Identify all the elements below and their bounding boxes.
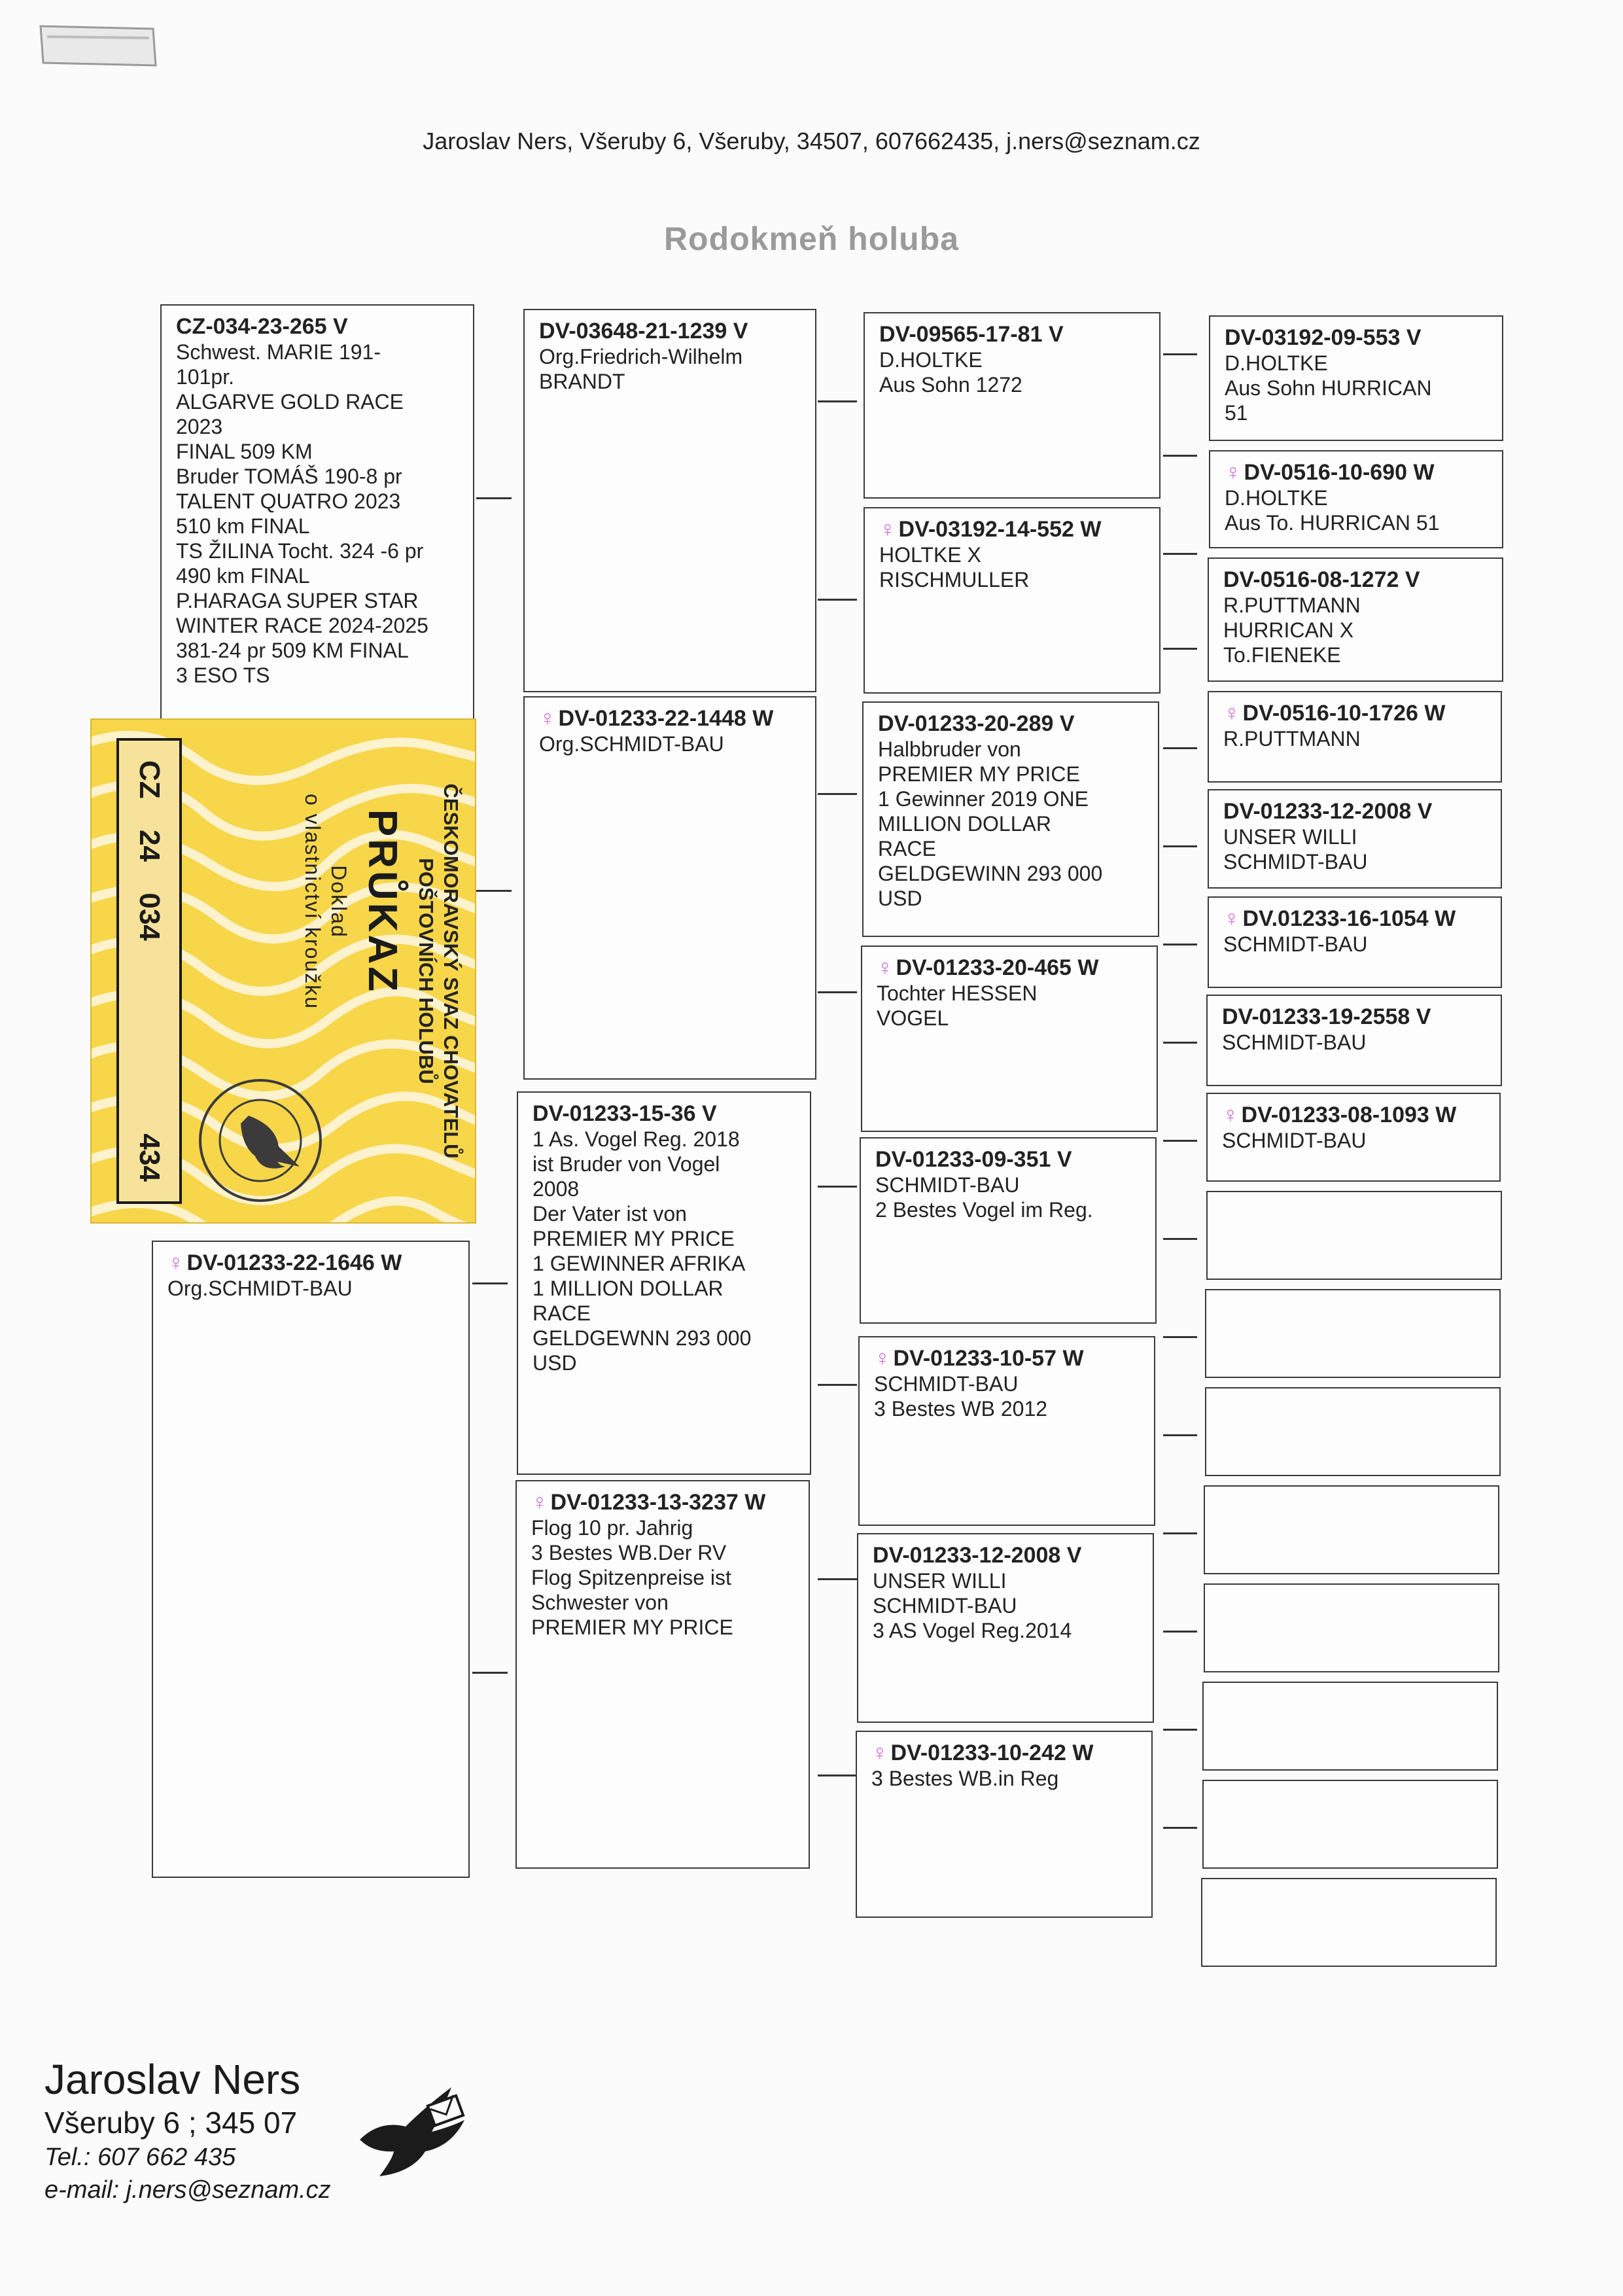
connector-line <box>818 991 857 993</box>
pedigree-note-line: PREMIER MY PRICE <box>532 1227 735 1250</box>
g4-box-6 <box>1208 896 1502 988</box>
connector-line <box>1163 648 1197 650</box>
pedigree-note-line: SCHMIDT-BAU <box>875 1173 1020 1197</box>
pedigree-note-line: RACE <box>878 837 936 860</box>
pedigree-note-line: Halbbruder von <box>878 737 1021 761</box>
g4-box-14 <box>1202 1682 1498 1771</box>
pedigree-note-line: Aus Sohn HURRICAN <box>1225 376 1432 400</box>
pedigree-note-line: WINTER RACE 2024-2025 <box>176 614 428 637</box>
pedigree-note-line: Org.Friedrich-Wilhelm <box>539 345 743 368</box>
pedigree-note-line: 51 <box>1225 401 1248 425</box>
pedigree-note-line: 1 MILLION DOLLAR <box>532 1277 724 1300</box>
pigeon-logo-icon <box>353 2081 471 2179</box>
pedigree-note-line: RISCHMULLER <box>879 568 1030 592</box>
pedigree-note-line: Aus To. HURRICAN 51 <box>1225 511 1440 535</box>
ring-number: CZ-034-23-265 V <box>176 314 348 339</box>
ring-number: ♀ DV-01233-20-465 W <box>877 955 1099 980</box>
ring-number: DV-09565-17-81 V <box>879 322 1064 347</box>
connector-line <box>1163 1532 1197 1534</box>
female-symbol-icon: ♀ <box>1223 701 1240 726</box>
g4-box-2 <box>1209 450 1503 548</box>
pedigree-note-line: HURRICAN X <box>1223 618 1354 642</box>
pedigree-note-line: TS ŽILINA Tocht. 324 -6 pr <box>176 539 424 563</box>
g4-box-1 <box>1209 315 1503 441</box>
pedigree-note-line: 1 Gewinner 2019 ONE <box>878 787 1089 811</box>
connector-line <box>1163 1238 1197 1240</box>
ring-number: ♀ DV-01233-10-57 W <box>874 1346 1084 1371</box>
pedigree-note-line: R.PUTTMANN <box>1223 727 1361 751</box>
g4-box-5 <box>1208 789 1502 889</box>
ring-number: ♀ DV-01233-22-1448 W <box>539 706 774 731</box>
ring-number: DV-01233-15-36 V <box>532 1101 717 1126</box>
connector-line <box>818 1578 857 1580</box>
connector-line <box>472 1672 508 1674</box>
ring-number: DV-01233-09-351 V <box>875 1147 1072 1172</box>
pedigree-note-line: ist Bruder von Vogel <box>532 1152 720 1176</box>
pedigree-note-line: 3 AS Vogel Reg.2014 <box>873 1619 1072 1642</box>
pedigree-note-line: D.HOLTKE <box>879 348 983 372</box>
pedigree-note-line: 1 GEWINNER AFRIKA <box>532 1252 746 1275</box>
pedigree-note-line: 2023 <box>176 415 223 438</box>
pedigree-note-line: 1 As. Vogel Reg. 2018 <box>532 1127 740 1151</box>
connector-line <box>1163 747 1197 749</box>
card-document-subtitle: Doklad o vlastnictví kroužku <box>301 793 351 1010</box>
pedigree-note-line: 490 km FINAL <box>176 564 310 588</box>
header-contact-line: Jaroslav Ners, Všeruby 6, Všeruby, 34507, 607662435, j.ners@seznam.cz <box>423 128 1200 154</box>
connector-line <box>1163 1336 1197 1338</box>
pedigree-note-line: MILLION DOLLAR <box>878 812 1051 836</box>
g4-box-4 <box>1208 691 1502 783</box>
female-symbol-icon: ♀ <box>531 1490 548 1515</box>
pedigree-note-line: USD <box>532 1351 577 1375</box>
pedigree-note-line: 2008 <box>532 1177 580 1201</box>
ring-number: DV-01233-12-2008 V <box>1223 799 1433 824</box>
female-symbol-icon: ♀ <box>167 1250 184 1275</box>
g2-box-3 <box>517 1091 811 1475</box>
pedigree-note-line: ALGARVE GOLD RACE <box>176 390 404 414</box>
ring-number: ♀ DV.01233-16-1054 W <box>1223 906 1456 931</box>
connector-line <box>472 1282 508 1284</box>
pedigree-note-line: USD <box>878 887 922 910</box>
connector-line <box>1163 553 1197 555</box>
tape-scrap <box>38 25 158 68</box>
g3-box-1 <box>864 312 1161 499</box>
pedigree-note-line: D.HOLTKE <box>1225 351 1328 375</box>
pedigree-note-line: P.HARAGA SUPER STAR <box>176 589 419 612</box>
page-title: Rodokmeň holuba <box>663 221 960 257</box>
female-symbol-icon: ♀ <box>1223 906 1240 931</box>
card-document-title: PRŮKAZ <box>360 809 405 995</box>
pedigree-note-line: 381-24 pr 509 KM FINAL <box>176 639 409 662</box>
g4-box-8 <box>1206 1093 1501 1182</box>
g3-box-5 <box>860 1137 1157 1324</box>
footer-name: Jaroslav Ners <box>44 2056 301 2103</box>
female-symbol-icon: ♀ <box>1222 1103 1239 1127</box>
pedigree-note-line: VOGEL <box>877 1006 949 1030</box>
pedigree-note-line: PREMIER MY PRICE <box>531 1616 733 1639</box>
ring-number: DV-01233-20-289 V <box>878 711 1075 736</box>
ring-number: DV-03192-09-553 V <box>1225 325 1422 350</box>
connector-line <box>1163 1729 1197 1731</box>
ring-number: ♀ DV-0516-10-690 W <box>1225 460 1435 485</box>
connector-line <box>818 599 857 601</box>
pedigree-note-line: Org.SCHMIDT-BAU <box>539 732 724 756</box>
female-symbol-icon: ♀ <box>874 1346 891 1371</box>
pedigree-note-line: RACE <box>532 1301 591 1325</box>
ring-number: ♀ DV-0516-10-1726 W <box>1223 701 1446 726</box>
pedigree-note-line: SCHMIDT-BAU <box>874 1372 1019 1396</box>
g2-box-2 <box>523 696 816 1080</box>
pedigree-note-line: SCHMIDT-BAU <box>873 1594 1017 1617</box>
g4-box-10 <box>1205 1289 1501 1378</box>
footer-address: Všeruby 6 ; 345 07 <box>44 2106 298 2140</box>
connector-line <box>1163 1140 1197 1142</box>
g3-box-7 <box>857 1533 1154 1723</box>
connector-line <box>818 400 857 402</box>
g3-box-6 <box>858 1336 1155 1526</box>
g4-box-7 <box>1206 995 1502 1086</box>
ring-number: ♀ DV-01233-10-242 W <box>871 1740 1094 1765</box>
pedigree-note-line: 3 Bestes WB.Der RV <box>531 1541 727 1564</box>
footer-email: e-mail: j.ners@seznam.cz <box>44 2176 331 2204</box>
ring-number: ♀ DV-01233-22-1646 W <box>167 1250 402 1275</box>
ring-number: DV-01233-12-2008 V <box>873 1543 1082 1568</box>
ring-number: DV-01233-19-2558 V <box>1222 1004 1431 1029</box>
connector-line <box>1163 845 1197 847</box>
g3-box-8 <box>856 1731 1153 1918</box>
pedigree-note-line: UNSER WILLI <box>1223 825 1357 849</box>
female-symbol-icon: ♀ <box>879 517 896 542</box>
g4-box-12 <box>1204 1485 1499 1574</box>
pedigree-note-line: PREMIER MY PRICE <box>878 762 1080 786</box>
female-symbol-icon: ♀ <box>877 955 894 980</box>
footer-contact <box>44 2055 331 2206</box>
connector-line <box>818 1384 857 1386</box>
pedigree-note-line: D.HOLTKE <box>1225 486 1328 510</box>
pedigree-note-line: 3 Bestes WB 2012 <box>874 1397 1048 1421</box>
ring-number: ♀ DV-03192-14-552 W <box>879 517 1102 542</box>
pedigree-note-line: 510 km FINAL <box>176 514 310 538</box>
pedigree-note-line: To.FIENEKE <box>1223 643 1341 667</box>
g4-box-16 <box>1201 1878 1497 1967</box>
connector-line <box>818 793 857 795</box>
dam-box <box>152 1241 470 1878</box>
pedigree-note-line: SCHMIDT-BAU <box>1222 1031 1367 1054</box>
card-stamp-seal <box>195 1075 326 1206</box>
g2-box-1 <box>523 309 816 692</box>
female-symbol-icon: ♀ <box>871 1740 888 1765</box>
pedigree-note-line: 3 Bestes WB.in Reg <box>871 1767 1059 1790</box>
ring-number: ♀ DV-01233-13-3237 W <box>531 1490 766 1515</box>
ring-number: ♀ DV-01233-08-1093 W <box>1222 1103 1457 1127</box>
g4-box-11 <box>1205 1387 1501 1476</box>
connector-line <box>476 890 512 892</box>
pedigree-note-line: 2 Bestes Vogel im Reg. <box>875 1198 1093 1222</box>
pedigree-note-line: HOLTKE X <box>879 543 981 567</box>
g3-box-4 <box>861 945 1158 1132</box>
pedigree-note-line: Org.SCHMIDT-BAU <box>167 1277 353 1300</box>
connector-line <box>1163 1434 1197 1436</box>
g4-box-13 <box>1204 1583 1499 1672</box>
pedigree-note-line: Schwest. MARIE 191- <box>176 340 381 364</box>
g3-box-3 <box>862 701 1159 937</box>
pedigree-note-line: SCHMIDT-BAU <box>1222 1129 1367 1152</box>
g4-box-15 <box>1202 1780 1498 1869</box>
pedigree-note-line: TALENT QUATRO 2023 <box>176 489 401 513</box>
connector-line <box>1163 1827 1197 1829</box>
female-symbol-icon: ♀ <box>1225 460 1242 485</box>
connector-line <box>818 1186 857 1188</box>
pedigree-note-line: 101pr. <box>176 365 234 389</box>
connector-line <box>1163 944 1197 945</box>
connector-line <box>1163 1042 1197 1044</box>
card-ring-number: CZ 24 034 434 <box>116 738 182 1204</box>
pedigree-note-line: GELDGEWINN 293 000 <box>878 862 1103 885</box>
pedigree-note-line: Der Vater ist von <box>532 1202 687 1226</box>
g4-box-9 <box>1206 1191 1502 1280</box>
pedigree-note-line: Flog 10 pr. Jahrig <box>531 1516 693 1540</box>
pedigree-note-line: SCHMIDT-BAU <box>1223 932 1368 956</box>
g2-box-4 <box>515 1480 810 1869</box>
pedigree-note-line: Bruder TOMÁŠ 190-8 pr <box>176 465 402 488</box>
pedigree-note-line: Flog Spitzenpreise ist <box>531 1566 731 1589</box>
connector-line <box>818 1775 857 1776</box>
pedigree-note-line: Aus Sohn 1272 <box>879 373 1022 397</box>
pedigree-note-line: UNSER WILLI <box>873 1569 1007 1593</box>
pedigree-note-line: Tochter HESSEN <box>877 981 1038 1005</box>
connector-line <box>1163 455 1197 457</box>
pedigree-note-line: R.PUTTMANN <box>1223 593 1361 617</box>
g3-box-2 <box>864 507 1161 694</box>
connector-line <box>1163 353 1197 355</box>
pedigree-note-line: Schwester von <box>531 1591 669 1614</box>
pedigree-note-line: SCHMIDT-BAU <box>1223 850 1368 874</box>
connector-line <box>1163 1631 1197 1633</box>
ring-number: DV-03648-21-1239 V <box>539 319 748 344</box>
card-organization: ČESKOMORAVSKÝ SVAZ CHOVATELŮ POŠTOVNÍCH HOLUBŮ <box>415 783 462 1159</box>
g4-box-3 <box>1208 557 1503 682</box>
female-symbol-icon: ♀ <box>539 706 556 731</box>
connector-line <box>476 497 512 499</box>
pedigree-note-line: BRANDT <box>539 370 625 393</box>
pedigree-note-line: FINAL 509 KM <box>176 440 313 463</box>
footer-phone: Tel.: 607 662 435 <box>44 2144 236 2171</box>
pedigree-note-line: GELDGEWNN 293 000 <box>532 1326 752 1350</box>
pedigree-note-line: 3 ESO TS <box>176 663 270 687</box>
ownership-card <box>90 718 476 1224</box>
ring-number: DV-0516-08-1272 V <box>1223 567 1420 592</box>
